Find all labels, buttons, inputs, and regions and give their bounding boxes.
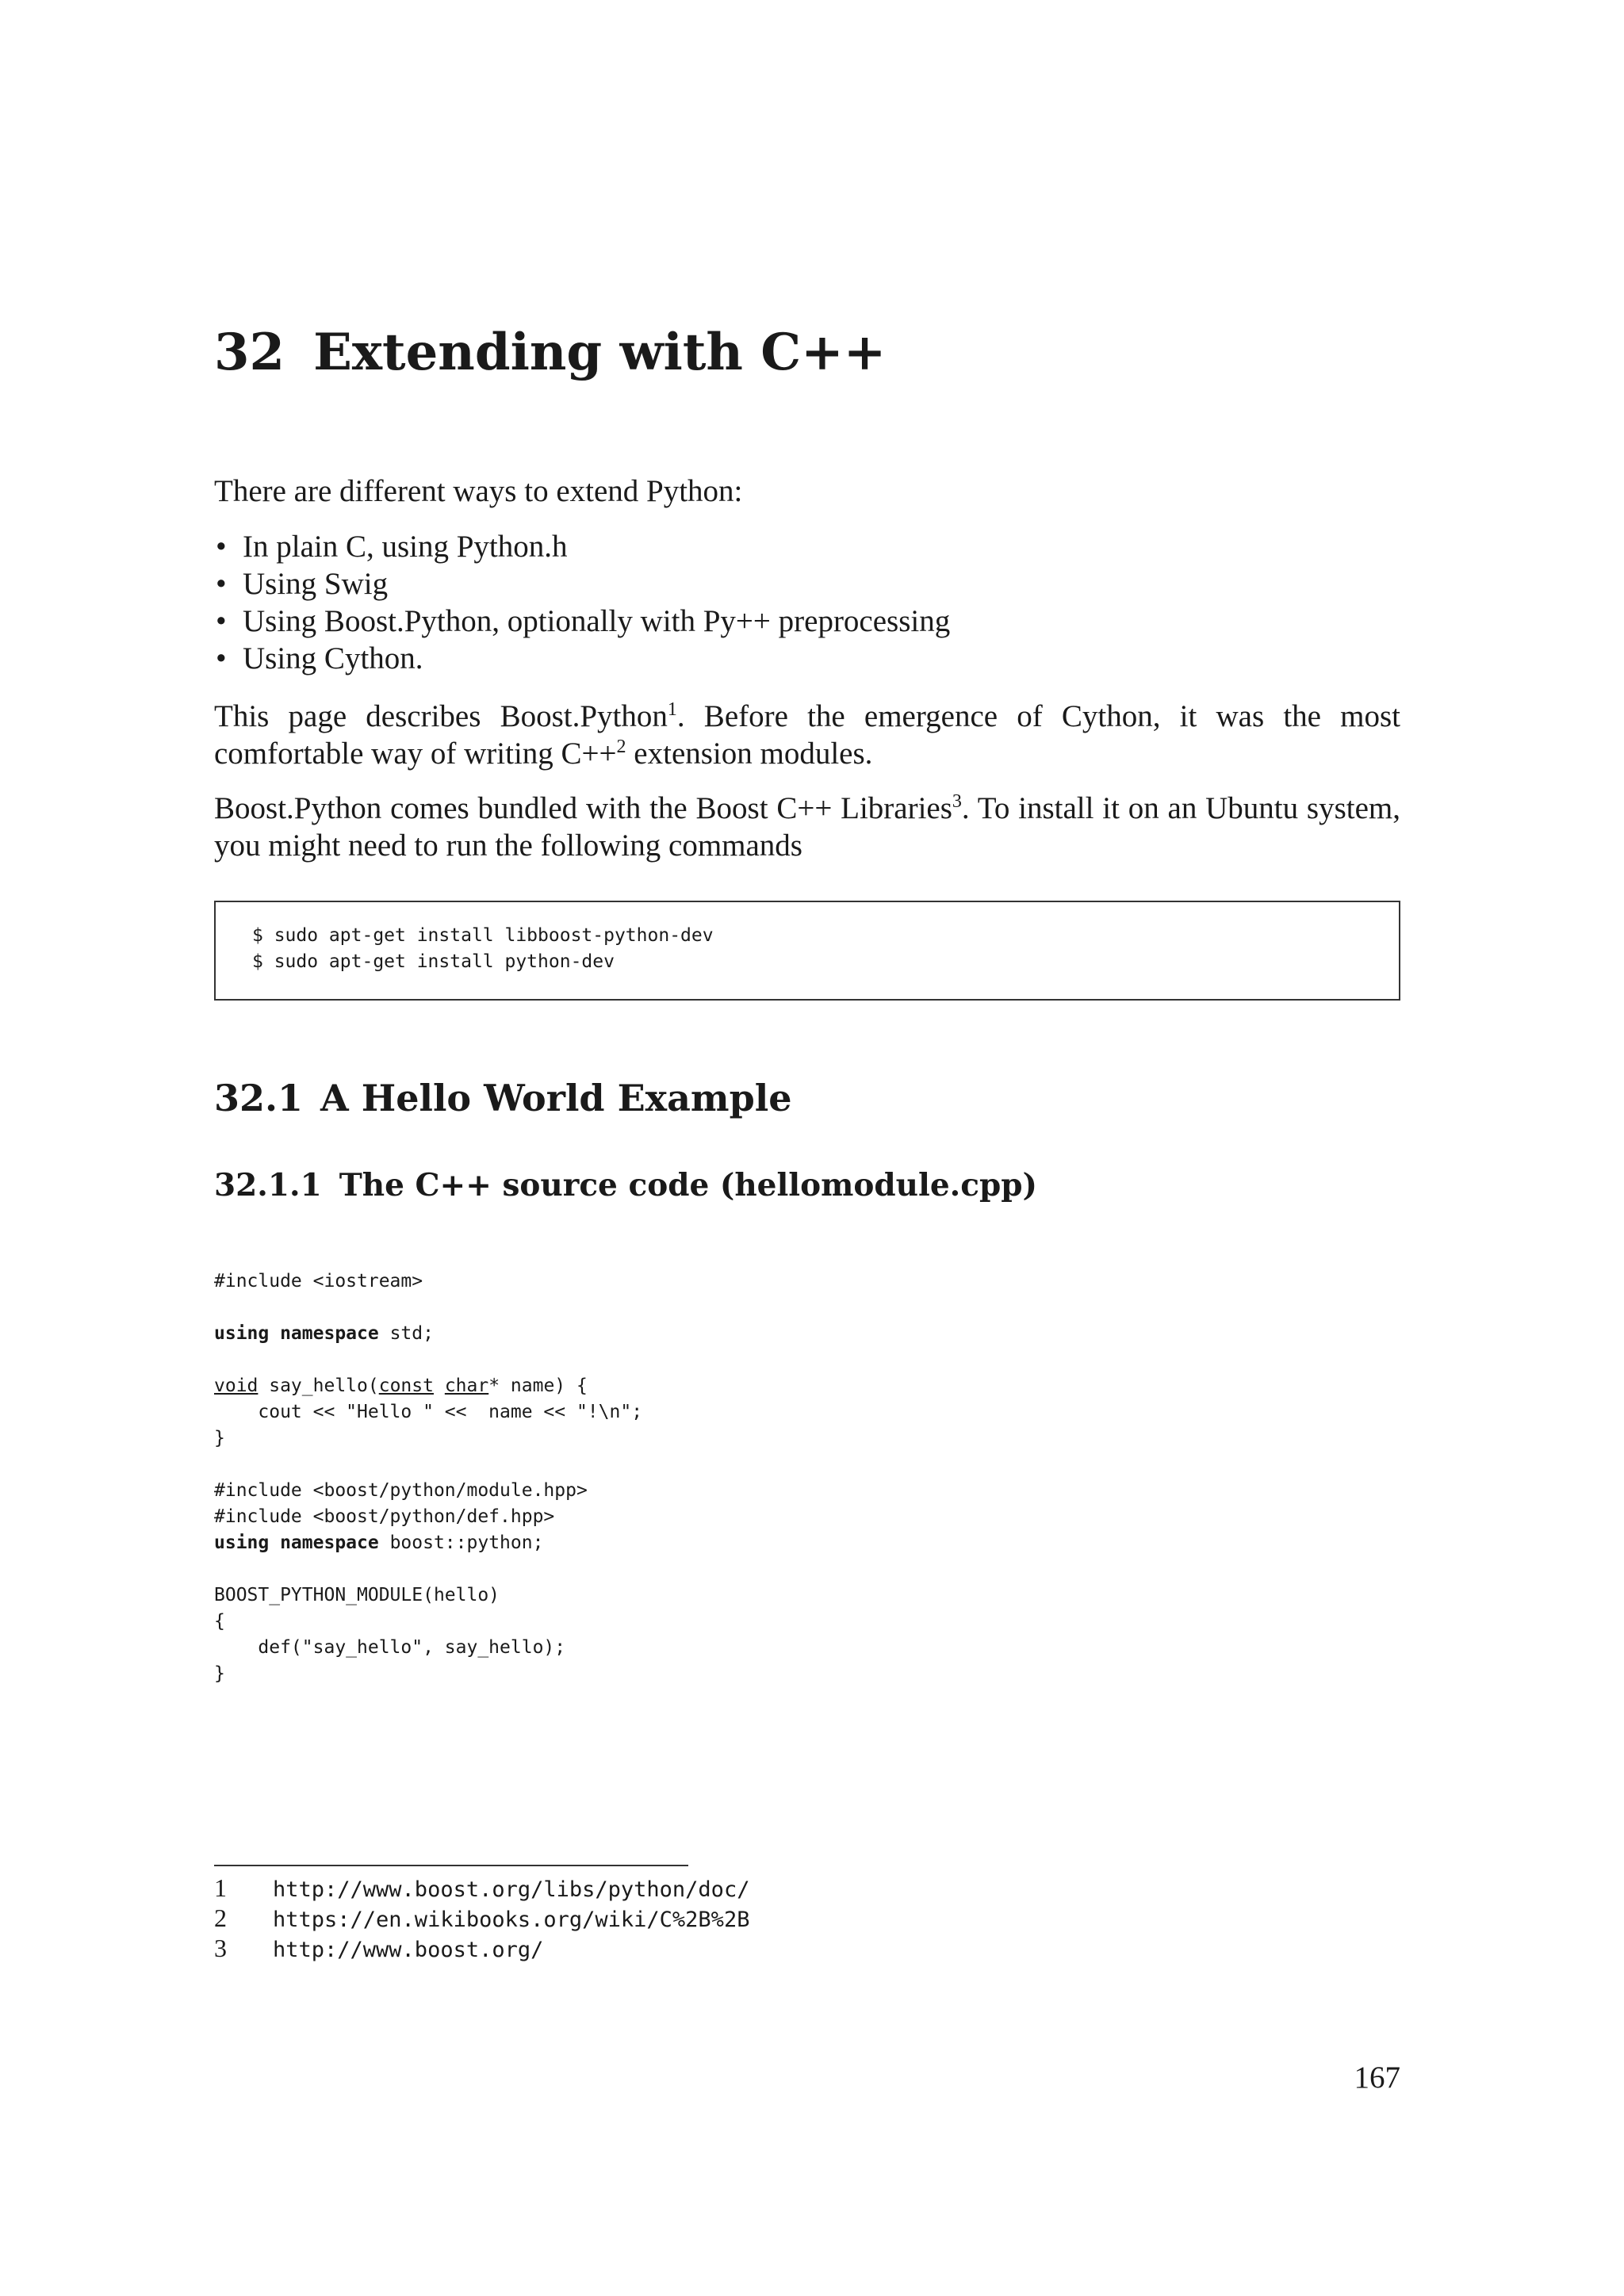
code-text: * name) { (488, 1376, 588, 1396)
list-item (214, 565, 1400, 603)
code-keyword: using namespace (214, 1323, 379, 1344)
page-number: 167 (1354, 2061, 1400, 2095)
paragraph-text: This page describes Boost.Python (214, 699, 668, 733)
code-text (434, 1376, 445, 1396)
bullet-icon: • (216, 567, 227, 601)
code-line: } (214, 1428, 225, 1448)
code-line (214, 1373, 642, 1399)
footnote-divider (214, 1865, 688, 1866)
paragraph-install (214, 790, 1400, 864)
chapter-title-text: Extending with C++ (313, 323, 887, 382)
footnote-ref-3[interactable]: 3 (952, 791, 962, 812)
section-title-text: A Hello World Example (320, 1077, 792, 1119)
paragraph-text: extension modules. (626, 737, 873, 771)
code-line (214, 1530, 642, 1556)
footnote-number: 3 (214, 1934, 227, 1962)
footnote-number: 1 (214, 1873, 227, 1902)
footnote-link[interactable]: http://www.boost.org/ (273, 1938, 544, 1962)
code-line-blank (214, 1452, 642, 1478)
code-type: void (214, 1376, 259, 1396)
code-type: const (378, 1376, 434, 1396)
paragraph-text: . Before the emergence of Cython, it was the most comfortable way of writing C++ (214, 699, 1400, 771)
footnote-ref-1[interactable]: 1 (667, 699, 677, 720)
footnotes (214, 1873, 749, 1963)
list-item-text: Using Boost.Python, optionally with Py++ preprocessing (243, 604, 951, 638)
list-item (214, 603, 1400, 640)
bullet-icon: • (216, 530, 227, 564)
code-line: #include <iostream> (214, 1271, 423, 1292)
source-code-block (214, 1269, 642, 1687)
paragraph-text: Boost.Python comes bundled with the Boost C++ Libraries (214, 791, 952, 825)
code-line: $ sudo apt-get install libboost-python-dev (252, 925, 714, 946)
code-line: cout << "Hello " << name << "!\n"; (214, 1402, 643, 1422)
code-text: boost::python; (378, 1533, 544, 1553)
paragraph-text: . To install it on an Ubuntu system, you might need to run the following commands (214, 791, 1400, 863)
bullet-list (214, 528, 1400, 677)
code-line-blank (214, 1347, 642, 1373)
chapter-title (214, 325, 886, 381)
footnote-link[interactable]: https://en.wikibooks.org/wiki/C%2B%2B (273, 1908, 750, 1932)
document-page (214, 0, 1400, 2296)
bullet-icon: • (216, 604, 227, 638)
code-line: $ sudo apt-get install python-dev (252, 951, 615, 972)
bullet-icon: • (216, 641, 227, 675)
footnote-ref-2[interactable]: 2 (616, 737, 626, 757)
subsection-title-text: The C++ source code (hellomodule.cpp) (339, 1167, 1037, 1203)
code-line: def("say_hello", say_hello); (214, 1637, 566, 1658)
footnote (214, 1933, 749, 1963)
subsection-title (214, 1167, 1037, 1204)
code-line-blank (214, 1556, 642, 1582)
code-text: std; (378, 1323, 434, 1344)
list-item-text: Using Swig (243, 567, 389, 601)
section-number: 32.1 (214, 1077, 304, 1119)
code-line: BOOST_PYTHON_MODULE(hello) (214, 1585, 500, 1605)
code-line: } (214, 1663, 225, 1684)
list-item (214, 528, 1400, 565)
code-line (214, 1321, 642, 1347)
list-item (214, 640, 1400, 677)
code-line-blank (214, 1295, 642, 1321)
paragraph-boost-python (214, 698, 1400, 772)
code-keyword: using namespace (214, 1533, 379, 1553)
install-code-block (214, 901, 1400, 1001)
footnote (214, 1873, 749, 1903)
code-line: { (214, 1611, 225, 1632)
code-type: char (444, 1376, 489, 1396)
subsection-number: 32.1.1 (214, 1167, 322, 1203)
code-lines (252, 923, 714, 975)
code-line: #include <boost/python/def.hpp> (214, 1506, 555, 1527)
list-item-text: Using Cython. (243, 641, 423, 675)
footnote-link[interactable]: http://www.boost.org/libs/python/doc/ (273, 1877, 750, 1902)
code-line: #include <boost/python/module.hpp> (214, 1480, 588, 1501)
footnote-number: 2 (214, 1904, 227, 1932)
footnote (214, 1903, 749, 1933)
section-title (214, 1077, 791, 1120)
chapter-number: 32 (214, 323, 285, 382)
list-item-text: In plain C, using Python.h (243, 530, 568, 564)
intro-text: There are different ways to extend Python: (214, 474, 743, 508)
code-text: say_hello( (258, 1376, 379, 1396)
